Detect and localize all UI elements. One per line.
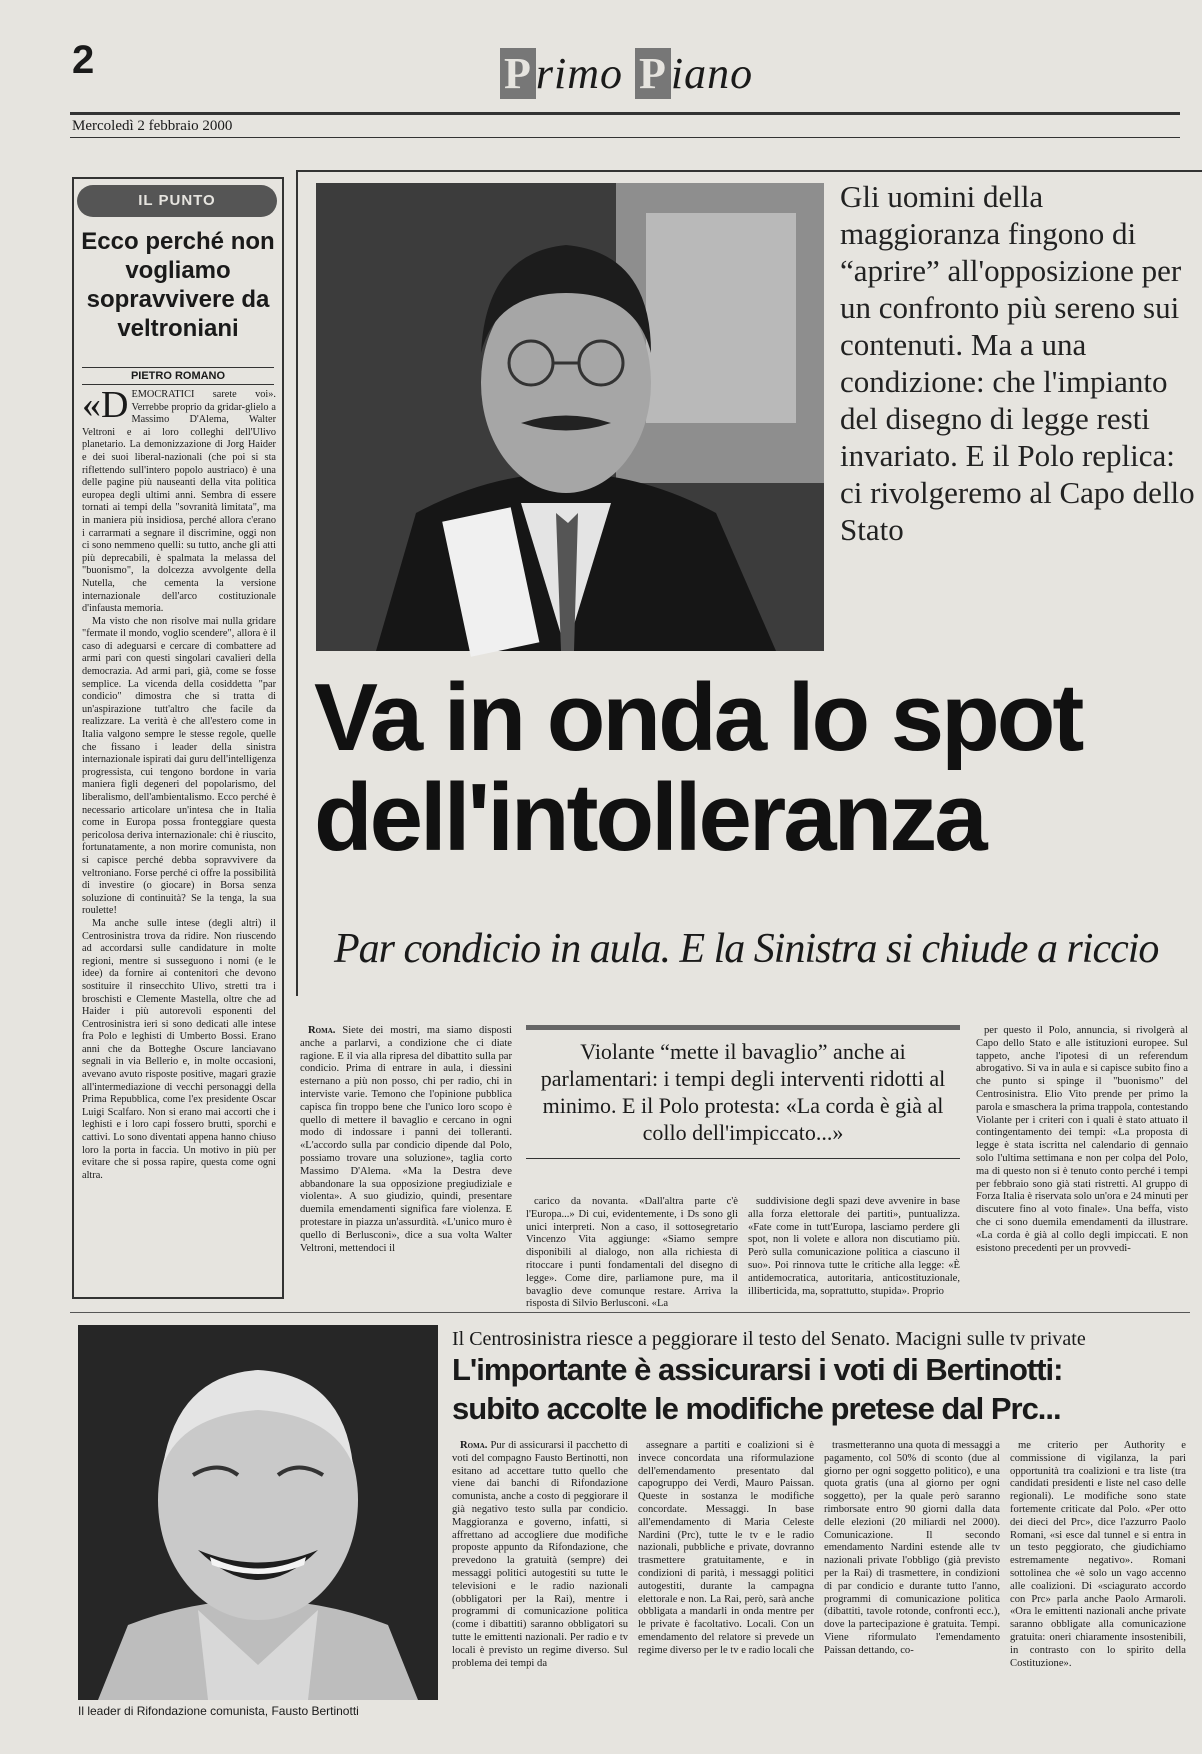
main-story-column-4-text: per questo il Polo, annuncia, si rivolgerà al Capo dello Stato e alle istituzioni europee. Sul tappeto, anche l'ipotesi di un referendum abrogativo. Si va in aula e si capisce subito fino a che punto si spinge il "buonismo" del Centrosinistra. Elio Vito prende per primo la parola e smaschera la prima trappola, contestando Violante per i criteri con i quali è stato attuato il contingentamento dei tempi: «La proposta di legge è stata iscritta nel calendario di gennaio solo l'ultima settimana e non per colpa del Polo, ma di questo non si è tenuto conto perché i tempi per febbraio sono già stati ristretti. Al gruppo di Forza Italia è riservata solo un'ora e 24 minuti per discutere fino al voto finale». Una beffa, visto che ci sono duemila emendamenti da illustrare. «La corda è già al collo degli impiccati. E non esistono precedenti per un provvedi- — [976, 1025, 1188, 1254]
pull-quote: Violante “mette il bavaglio” anche ai parlamentari: i tempi degli interventi ridotti al minimo. E il Polo protesta: «La corda è già al collo dell'impiccato...» — [526, 1025, 960, 1159]
bottom-story-headline — [452, 1350, 1192, 1428]
main-story-column-2 — [526, 1196, 738, 1310]
dateline: Mercoledì 2 febbraio 2000 — [72, 118, 233, 134]
photo-caption: Il leader di Rifondazione comunista, Fausto Bertinotti — [78, 1704, 359, 1718]
main-story-column-3 — [748, 1196, 960, 1296]
main-story-deck: Gli uomini della maggioranza fingono di “aprire” all'opposizione per un confronto più sereno sui contenuti. Ma a una condizione: che l'impianto del disegno di legge resti invariato. E il Polo replica: ci rivolgeremo al Capo dello Stato — [840, 179, 1195, 547]
bottom-headline-line-1: L'importante è assicurarsi i voti di Bertinotti: — [452, 1352, 1063, 1387]
sidebar-paragraph: Ma visto che non risolve mai nulla gridare "fermate il mondo, voglio scendere", allora è il caso di adeguarsi e cercare di combattere ad armi pari con questi singolari cavalieri della democrazia. Ad armi pari, già, come se fosse semplice. La vicenda della cosiddetta "par condicio" dimostra che si tratta di un'aspirazione tutt'altro che facile da realizzare. La verità è che all'estero come in Italia valgono sempre le stesse regole, quelle che fissano i leader della sinistra internazionale ispirati dai guru dell'intelligenza progressista, cui tengono bordone in varia maniera figli degeneri del popolarismo, del liberalismo, dell'ambientalismo. Ecco perché è necessario articolare un'intesa che in Italia come in Europa possa fronteggiare questa pericolosa deriva internazionale: chi è riuscito, fortunatamente, a non morire comunista, non si capisce perché debba sopravvivere da veltroniano. Forse perché ci offre la possibilità di investire (o giocare) in Borsa senza soluzione di continuità? Se la tenga, la sua roulette! — [82, 615, 276, 917]
bottom-story-kicker: Il Centrosinistra riesce a peggiorare il testo del Senato. Macigni sulle tv private — [452, 1328, 1086, 1350]
section-rest-1: rimo — [535, 49, 636, 98]
main-story-lead: Roma. — [308, 1025, 336, 1036]
sidebar-il-punto — [72, 177, 284, 1299]
drop-cap: «D — [82, 384, 129, 426]
main-story-column-2-text: carico da novanta. «Dall'altra parte c'è l'Europa...» Di cui, evidentemente, i Ds sono gli unici interpreti. Non a caso, il sottosegretario Vincenzo Vita aggiunge: «Siamo sempre disponibili al dialogo, non alla richiesta di ritoccare i punti fondamentali del disegno di legge». Come dire, parliamone pure, ma il bavaglio deve comunque restare. Arriva la risposta di Silvio Berlusconi. «La — [526, 1196, 738, 1310]
page-number: 2 — [72, 38, 95, 82]
politician-photo — [316, 183, 824, 651]
sidebar-headline: Ecco perché non vogliamo sopravvivere da veltroniani — [81, 228, 275, 342]
bottom-story-column-1 — [452, 1440, 628, 1740]
bottom-story-column-2 — [638, 1440, 814, 1740]
sidebar-paragraph — [82, 384, 276, 616]
bertinotti-photo — [78, 1325, 438, 1700]
sidebar-body — [82, 384, 276, 1289]
main-story-column-1-text: Siete dei mostri, ma siamo disposti anche a parlarvi, a condizione che ci diate ragione. E il via alla ripresa del dibattito sulla par condicio. Prima di entrare in aula, i diessini esternano a più non posso, chi per radio, chi in interviste varie. Temono che l'opinione pubblica capisca fin troppo bene che l'unico loro scopo è quello di mettere il bavaglio e cercano in ogni modo di indossare i panni dei tolleranti. «L'accordo sulla par condicio dipende dal Polo, possiamo trovare una soluzione», taglia corto Massimo D'Alema. «Ma la Destra deve abbandonare la sua opposizione pregiudiziale e violenta». A suo giudizio, quindi, presentare duemila emendamenti significa fare violenza. E protestare in piazza un'assurdità. «L'unico muro è quello di Berlusconi», dice a sua volta Walter Veltroni, mettendoci il — [300, 1025, 512, 1254]
dateline-rule — [70, 137, 1180, 138]
section-title — [500, 48, 753, 99]
main-story-column-3-text: suddivisione degli spazi deve avvenire in base alla forza elettorale dei partiti», puntualizza. «Fate come in tutt'Europa, lasciamo perdere gli spot, non li volete e allora non discutiamo più. Però sulla comunicazione politica a ciascuno il suo». Poi rinnova tutte le critiche alla legge: «È antidemocratica, autoritaria, anticostituzionale, illiberticida, ma, soprattutto, stupida». Proprio — [748, 1196, 960, 1297]
bottom-story-column-2-text: assegnare a partiti e coalizioni si è invece concordata una riformulazione dell'emendamento presentato dal capogruppo dei Verdi, Mauro Paissan. Queste in sostanza le modifiche concordate. Messaggi. In base all'emendamento di Maria Celeste Nardini (Prc), tutte le tv e le radio nazionali, pubbliche e private, dovranno trasmettere gratuitamente, e in condizioni di parità, i messaggi politici autogestiti, durante la campagna elettorale e non. La Rai, però, sarà anche obbligata a mandarli in onda mentre per le private è facoltativo. Locali. Con un emendamento del relatore si prevede un regime diverso per le tv e radio locali che — [638, 1440, 814, 1656]
sidebar-paragraph-text: EMOCRATICI sarete voi». Verrebbe proprio da gridar-glielo a Massimo D'Alema, Walter Veltroni e ai loro colleghi dell'Ulivo planetario. La demonizzazione di Jorg Haider e dei suoi liberal-nazionali (che poi si sta riflettendo sull'intero popolo austriaco) è una delle pagine più nauseanti della vita politica europea degli ultimi anni. Sembra di essere tornati ai tempi della "sovranità limitata", ma in maniera più insidiosa, perché allora c'erano i carrarmati a segnare il discrimine, oggi non ci sono nemmeno quelli: su tutto, anche gli atti più deprecabili, è spalmata la melassa del "buonismo", la dolcezza avvolgente della Nutella, che cementa la versione internazionale dell'arco costituzionale d'infausta memoria. — [82, 389, 276, 615]
bottom-story-column-4-text: me criterio per Authority e commissione di vigilanza, la pari opportunità tra coalizioni e tra liste (tra candidati presidenti e liste nel caso delle regionali). Le modifiche sono state fortemente criticate dal Polo. «Per otto dei dieci del Prc», dice l'azzurro Paolo Romani, «si esce dal tunnel e si entra in un testo peggiorato, che giudichiamo estremamente negativo». Romani sottolinea che «è solo un vago accenno alle coalizioni. Di «sciagurato accordo con Prc» parla anche Paolo Armaroli. «Ora le emittenti nazionali anche private saranno obbligate alla comunicazione gratuita: oneri chiaramente insostenibili, in contrasto con lo spirito della Costituzione». — [1010, 1440, 1186, 1669]
masthead-rule — [70, 112, 1180, 115]
section-cap-2: P — [635, 48, 671, 99]
section-cap-1: P — [500, 48, 536, 99]
sidebar-badge: IL PUNTO — [77, 185, 277, 217]
main-story-column-4 — [976, 1025, 1188, 1300]
main-story-column-1 — [300, 1025, 512, 1295]
section-divider — [70, 1312, 1190, 1313]
bottom-story-column-3-text: trasmetteranno una quota di messaggi a pagamento, col 50% di sconto (due al giorno per ogni soggetto politico), e una quota gratis (una al giorno per ogni soggetto), per la quale però saranno rimborsate entro 90 giorni dalla data delle elezioni (20 miliardi nel 2000). Comunicazione. Il secondo emendamento Nardini estende alle tv nazionali private l'obbligo (già previsto per la Rai) di trasmettere, in condizioni di par condicio e durante tutto l'anno, programmi di comunicazione politica (dibattiti, tavole rotonde, confronti ecc.), dove la partecipazione è gratuita. Tempi. Viene riformulato l'emendamento Paissan dettando, co- — [824, 1440, 1000, 1656]
bottom-story-column-1-text: Pur di assicurarsi il pacchetto di voti del compagno Fausto Bertinotti, non esitano ad accettare tutto quello che viene dai banchi di Rifondazione comunista, anche a costo di peggiorare il già negativo testo sulla par condicio. Maggioranza e governo, infatti, si affrettano ad accogliere due modifiche proposte appunto da Rifondazione, che prevedono la gratuità (sempre) dei messaggi politici autogestiti su tutte le televisioni e le radio nazionali (obbligatori per la Rai), mentre i programmi di comunicazione politica (come i dibattiti) saranno obbligatori su tutte le emittenti nazionali. Per radio e tv locali è previsto un regime diverso. Sul problema dei tempi da — [452, 1440, 629, 1669]
section-rest-2: iano — [670, 49, 754, 98]
sidebar-paragraph: Ma anche sulle intese (degli altri) il Centrosinistra trova da ridire. Non riuscendo ad accordarsi sulle candidature in molte regioni, mentre si susseguono i nomi (e le idee) da fornire ai contenitori che devono sostituire il rinsecchito Ulivo, stretti tra i broschisti e Clemente Mastella, oltre che ad Haider i più autorevoli esponenti del Centrosinistra ieri si sono dedicati alle intese fra Polo e leghisti di Umberto Bossi. Erano anni che da Botteghe Oscure lanciavano segnali in via Bellerio e, in molte occasioni, avevano avuto risposte positive, magari grazie all'intermediazione di vecchi personaggi della Prima Repubblica, come l'ex presidente Oscar Luigi Scalfaro. Non si erano mai accorti che i leghisti e i loro capi fossero brutti, sporchi e cattivi. Lo sono diventati appena hanno chiuso loro la porta in faccia. Un motivo in più per evitare che si possa rapire, questa come ogni altra. — [82, 917, 276, 1181]
main-subhead: Par condicio in aula. E la Sinistra si chiude a riccio — [334, 926, 1159, 972]
bottom-story-lead: Roma. — [460, 1440, 488, 1451]
bertinotti-photo-illustration — [78, 1325, 438, 1700]
main-headline — [314, 664, 1194, 871]
bottom-headline-line-2: subito accolte le modifiche pretese dal Prc... — [452, 1391, 1061, 1426]
main-headline-line-1: Va in onda lo spot — [314, 664, 1082, 771]
politician-photo-illustration — [316, 183, 824, 651]
sidebar-author: PIETRO ROMANO — [82, 367, 274, 385]
bottom-story-column-3 — [824, 1440, 1000, 1740]
bottom-story-column-4 — [1010, 1440, 1186, 1740]
main-headline-line-2: dell'intolleranza — [314, 764, 985, 871]
